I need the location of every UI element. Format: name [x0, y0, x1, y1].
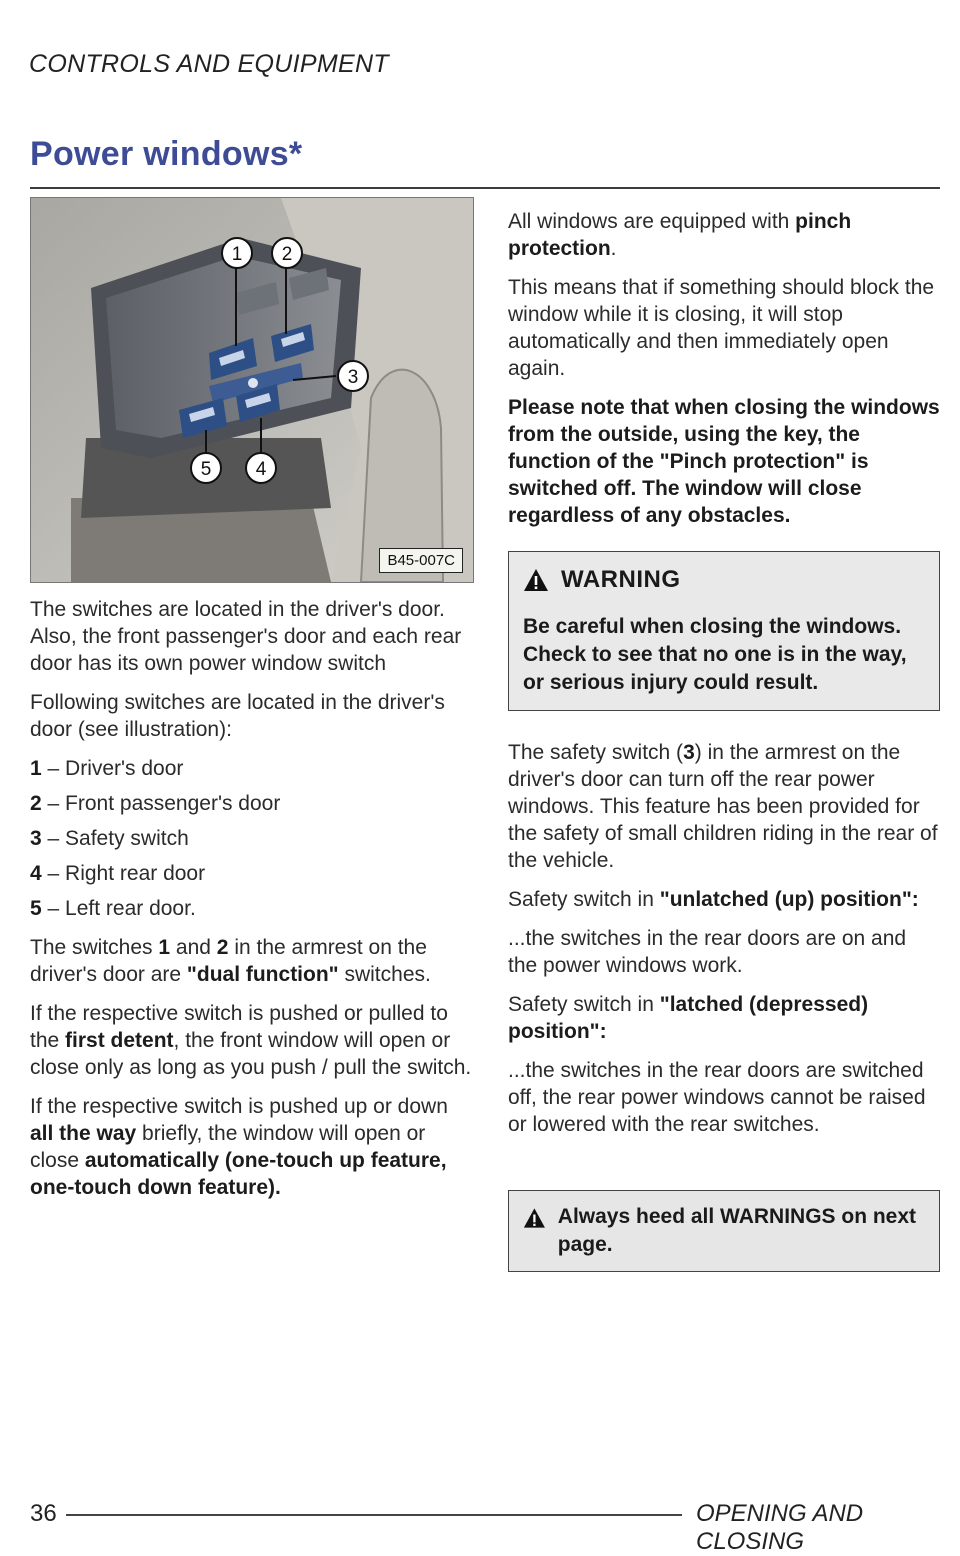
intro-paragraph: The switches are located in the driver's door. Also, the front passenger's door and each rear door has its own power window switch [30, 598, 462, 675]
heed-warnings-box [508, 1190, 940, 1272]
page-number: 36 [30, 1500, 57, 1527]
footer-rule [66, 1514, 682, 1516]
safety-switch-paragraph: The safety switch (3) in the armrest on the driver's door can turn off the rear power windows. This feature has been provided for the safety of small children riding in the rear of the vehicle. [508, 741, 938, 872]
svg-text:3: 3 [347, 367, 359, 388]
footer-section: OPENING AND CLOSING [696, 1500, 864, 1555]
latched-text: ...the switches in the rear doors are switched off, the rear power windows cannot be raised or lowered with the rear switches. [508, 1059, 926, 1136]
unlatched-heading: Safety switch in "unlatched (up) position": [508, 888, 919, 911]
callout-4 [246, 453, 276, 483]
svg-text:4: 4 [255, 459, 267, 480]
switch-panel-drawing [31, 198, 473, 582]
svg-text:5: 5 [200, 459, 212, 480]
one-touch-paragraph: If the respective switch is pushed up or down all the way briefly, the window will open or close automatically (one-touch up feature, one-touch down feature). [30, 1095, 448, 1199]
warning-box [508, 551, 940, 711]
list-item: 4 – Right rear door [30, 862, 206, 885]
callout-2 [272, 238, 302, 268]
heed-warnings-text: Always heed all WARNINGS on next page. [557, 1205, 917, 1256]
warning-triangle-icon [523, 1206, 546, 1230]
key-closing-note: Please note that when closing the windows from the outside, using the key, the function of the "Pinch protection" is switched off. The window will close regardless of any obstacles. [508, 396, 940, 527]
right-column [508, 208, 940, 1272]
latched-heading: Safety switch in "latched (depressed) position": [508, 993, 869, 1043]
switch-illustration [30, 197, 474, 583]
left-column [30, 596, 475, 1213]
callout-1 [222, 238, 252, 268]
list-item: 3 – Safety switch [30, 827, 189, 850]
pinch-explanation: This means that if something should block the window while it is closing, it will stop automatically and then immediately open again. [508, 276, 935, 380]
callout-3 [338, 361, 368, 391]
warning-triangle-icon [523, 568, 549, 592]
callout-5 [191, 453, 221, 483]
list-item: 5 – Left rear door. [30, 897, 196, 920]
figure-code: B45-007C [379, 548, 463, 573]
svg-text:2: 2 [281, 244, 293, 265]
warning-text: Be careful when closing the windows. Check to see that no one is in the way, or serious injury could result. [523, 615, 907, 694]
section-label: CONTROLS AND EQUIPMENT [29, 50, 389, 78]
page-title: Power windows* [30, 135, 303, 173]
unlatched-text: ...the switches in the rear doors are on and the power windows work. [508, 927, 907, 977]
list-item: 1 – Driver's door [30, 757, 184, 780]
dual-function-paragraph: The switches 1 and 2 in the armrest on the driver's door are "dual function" switches. [30, 936, 431, 986]
first-detent-paragraph: If the respective switch is pushed or pulled to the first detent, the front window will open or close only as long as you push / pull the switch. [30, 1002, 472, 1079]
title-rule [30, 187, 940, 189]
list-item: 2 – Front passenger's door [30, 792, 281, 815]
warning-title: WARNING [561, 566, 681, 593]
pinch-protection-paragraph: All windows are equipped with pinch protection. [508, 210, 852, 260]
switch-list-intro: Following switches are located in the driver's door (see illustration): [30, 691, 445, 741]
svg-text:1: 1 [231, 244, 243, 265]
